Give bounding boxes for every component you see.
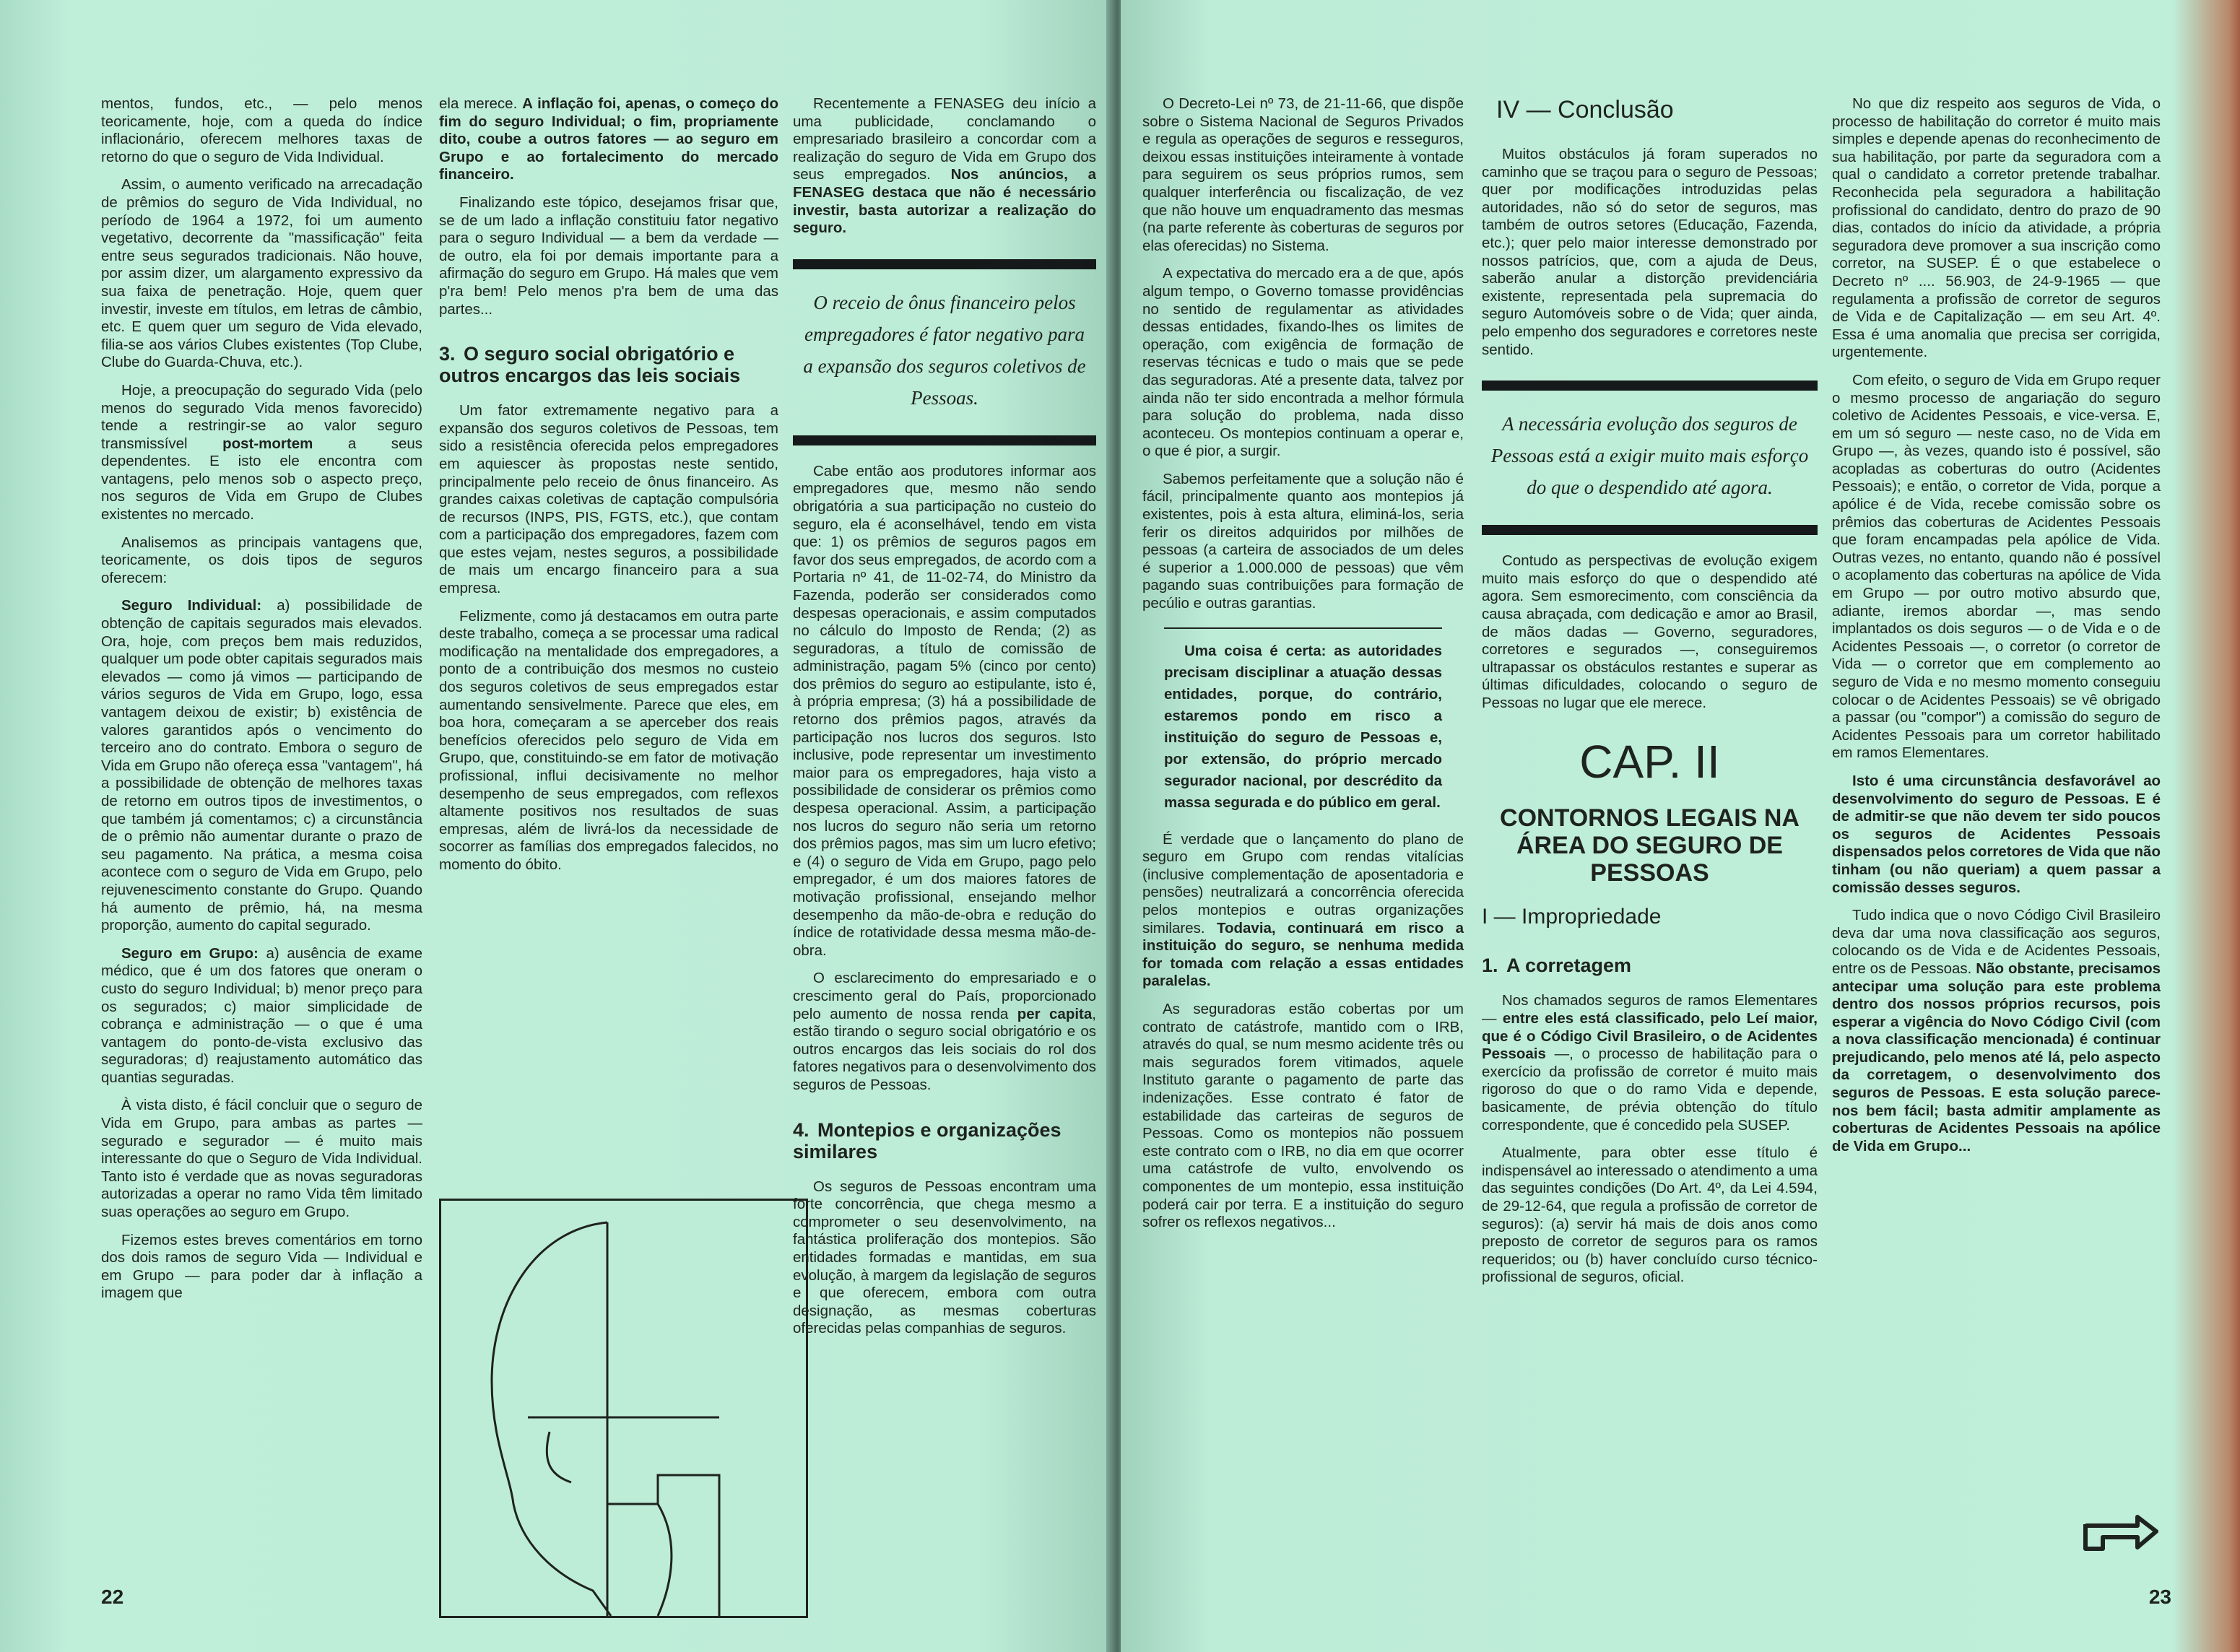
head-diagram-illustration	[439, 1199, 808, 1618]
paragraph	[793, 95, 1096, 238]
text: No que diz respeito aos seguros de Vida, o processo de habilitação do corretor é muito mais simples e depende apenas do reconhecimento de sua habilitação, por parte da seguradora com a qual o candidato a corretor pretende trabalhar. Reconhecida pela seguradora a habilitação profissional do candidato, dentro do prazo de 90 dias, contados do início da atividade, a própria seguradora deve promover a sua inscrição como corretor, na SUSEP. É o que estabelece o Decreto nº .... 56.903, de 24-9-1965 — que regulamenta a profissão de corretor de seguros de Vida e de Capitalização — em seu Art. 4º. Essa é uma anomalia que precisa ser corrigida, urgentemente.	[1832, 95, 2161, 361]
paragraph	[1142, 471, 1464, 613]
bold-text: Seguro em Grupo:	[121, 944, 259, 962]
left-column-1	[101, 95, 422, 1604]
text: O esclarecimento do empresariado e o crescimento geral do País, proporcionado pelo aumento de nossa renda	[793, 970, 1096, 1022]
section-heading-3	[439, 343, 778, 386]
bold-text: A inflação foi, apenas, o começo do fim do seguro Individual; o fim, propriamente dito, coube a outros fatores — ao seguro em Grupo e ao fortalecimento do mercado financeiro.	[439, 95, 778, 183]
text: Hoje, a preocupação do segurado Vida (pelo menos do segurado Vida menos favorecido) tende a restringir-se ao valor seguro transmissível	[101, 381, 422, 452]
text: Felizmente, como já destacamos em outra parte deste trabalho, começa a se processar uma radical modificação na mentalidade dos empregadores, a ponto de a contribuição dos mesmos no custeio dos seguros coletivos de seus empregados estar aumentando sensivelmente. Parece que eles, em boa hora, começaram a se aperceber dos reais benefícios oferecidos pelo seguro de Vida em Grupo, que, constituindo-se em fator de motivação profissional, influi decisivamente no melhor desempenho de seus empregados, com reflexos altamente positivos nos resultados de suas empresas, além de livrá-los da necessidade de socorrer as famílias dos empregados falecidos, no momento do óbito.	[439, 607, 778, 873]
text: Muitos obstáculos já foram superados no caminho que se traçou para o seguro de Pessoas; quer por modificações introduzidas pelas autoridades, não só do setor de seguros, mas também de outros setores (Educação, Fazenda, etc.); quer pelo maior interesse demonstrado por nossos patrícios, que, com a ajuda de Deus, saberão anular a distorção previdenciária existente, representada pela supremacia do seguro Automóveis sobre o de Vida; quer ainda, pelo empenho dos seguradores e corretores neste sentido.	[1482, 146, 1818, 358]
paragraph	[439, 402, 778, 598]
bold-text: per capita	[1017, 1005, 1093, 1022]
text: Assim, o aumento verificado na arrecadação de prêmios do seguro de Vida Individual, no período de 1964 a 1972, foi um aumento vegetativo, decorrente da "massificação" feita entre seus segurados tradicionais. Não houve, por assim dizer, um alargamento expressivo da sua faixa de penetração. Hoje, quem quer investir, investe em títulos, em letras de câmbio, etc. E quem quer um seguro de Vida elevado, filia-se aos vários Clubes existentes (Top Clube, Clube do Guarda-Chuva, etc.).	[101, 176, 422, 371]
paragraph	[101, 176, 422, 372]
text: a) possibilidade de obtenção de capitais segurados mais elevados. Ora, hoje, com preços bem mais reduzidos, qualquer um pode obter capitais segurados mais elevados — como já vimos — participando de vários seguros de Vida em Grupo, logo, essa vantagem deixou de existir; b) existência de valores garantidos após o vencimento do terceiro ano do contrato. Embora o seguro de Vida em Grupo não ofereça essa "vantagem", há a possibilidade de obtenção de melhores taxas de retorno em outros tipos de investimentos, o que também já comentamos; c) a circunstância de o prêmio não aumentar durante o prazo de seu pagamento. Na prática, a mesma coisa acontece com o seguro de Vida em Grupo, pelo rejuvenescimento constante do Grupo. Quando há aumento de prêmio, há, na mesma proporção, aumento do capital segurado.	[101, 597, 422, 934]
right-column-3	[1832, 95, 2161, 1583]
text: Um fator extremamente negativo para a expansão dos seguros coletivos de Pessoas, tem sido a resistência oferecida pelos empregadores em aquiescer às propostas neste sentido, principalmente pelo receio de ônus financeiro. As grandes caixas coletivas de captação compulsória de recursos (INPS, PIS, FGTS, etc.), que contam com a participação dos empregadores, fazem com que estes vejam, nestes seguros, a possibilidade de mais um encargo financeiro para a sua empresa.	[439, 402, 778, 597]
divider	[793, 435, 1096, 445]
section-heading-4	[793, 1119, 1096, 1162]
paragraph	[439, 95, 778, 184]
text: a seus dependentes. E isto ele encontra com vantagens, pelo menos sob o aspecto preço, nos seguros de Vida em Grupo de Clubes existentes no mercado.	[101, 435, 422, 523]
paragraph	[439, 194, 778, 318]
page-number-left: 22	[101, 1586, 124, 1608]
text: Contudo as perspectivas de evolução exigem muito mais esforço do que o despendido até agora. Sem esmorecimento, com consciência da causa abraçada, com dedicação e amor ao Brasil, de mãos dadas — Governo, seguradores, corretores e segurados —, conseguiremos ultrapassar os obstáculos restantes e superar as últimas dificuldades, colocando o seguro de Pessoas no lugar que ele merece.	[1482, 552, 1818, 711]
paragraph	[1482, 146, 1818, 359]
paragraph	[793, 970, 1096, 1094]
paragraph	[101, 1097, 422, 1221]
left-column-2-body	[439, 402, 778, 874]
paragraph	[101, 95, 422, 166]
right-column-2	[1482, 95, 1818, 1626]
text: É verdade que o lançamento do plano de seguro em Grupo com rendas vitalícias (inclusive complementação de aposentadoria e pensões) neutralizará a concorrência oferecida pelos montepios e outras organizações similares.	[1142, 830, 1464, 936]
paragraph	[1832, 773, 2161, 897]
paragraph	[1482, 1144, 1818, 1287]
paragraph	[1832, 372, 2161, 762]
bold-text: Seguro Individual:	[121, 597, 262, 614]
text: Analisemos as principais vantagens que, teoricamente, os dois tipos de seguros oferecem:	[101, 534, 422, 586]
pull-quote: A necessária evolução dos seguros de Pessoas está a exigir muito mais esforço do que o despendido até agora.	[1490, 413, 1809, 499]
chapter-title: CONTORNOS LEGAIS NA ÁREA DO SEGURO DE PESSOAS	[1500, 804, 1800, 887]
text: A expectativa do mercado era a de que, após algum tempo, o Governo tomasse providências no sentido de regulamentar as atividades dessas entidades, fixando-lhes os limites de operação, com exigência de formação de reservas técnicas e tudo o mais que se pede das seguradoras. Até a presente data, talvez por ainda não ter sido encontrada a melhor fórmula para solução do problema, nada disso aconteceu. Os montepios continuam a operar e, o que é pior, a surgir.	[1142, 265, 1464, 460]
text: Com efeito, o seguro de Vida em Grupo requer o mesmo processo de angariação do seguro coletivo de Acidentes Pessoais, e vice-versa. E, em um só seguro — neste caso, no de Vida em Grupo —, às vezes, quando isto é possível, são acopladas as coberturas do outro (Acidentes Pessoais); e então, o corretor de Vida, porque a apólice é de Vida, recebe comissão sobre os prêmios das coberturas de Acidentes Pessoais que foram encampadas pela apólice de Vida. Outras vezes, no entanto, quando não é possível o acoplamento das coberturas na apólice de Vida em Grupo — por outro motivo absurdo que, adiante, iremos abordar —, mas sendo implantados os dois seguros — o de Vida e o de Acidentes Pessoais —, o corretor (o corretor de Vida — o corretor que em complemento ao seguro de Vida e no mesmo momento conseguiu colocar o de Acidentes Pessoais) se vê obrigado a passar (ou "compor") a comissão do seguro de Acidentes Pessoais para um corretor habilitado em ramos Elementares.	[1832, 371, 2161, 762]
text: Sabemos perfeitamente que a solução não é fácil, principalmente quanto aos montepios já existentes, pois à esta altura, eliminá-los, seria ferir os direitos adquiridos por milhões de pessoas (a carteira de associados de um deles é superior a 1.000.000 de pessoas) que vêm pagando suas contribuições para formação de pecúlio e outras garantias.	[1142, 470, 1464, 612]
section-number: 1.	[1482, 955, 1498, 977]
left-column-3	[793, 95, 1096, 1612]
divider	[1482, 525, 1818, 535]
right-column-1	[1142, 95, 1464, 1612]
paragraph	[1142, 1001, 1464, 1232]
boxed-paragraph	[1164, 627, 1442, 814]
paragraph	[793, 1178, 1096, 1338]
chapter-label: CAP. II	[1579, 736, 1720, 788]
continue-arrow-icon	[2081, 1514, 2161, 1558]
right-column-2-bottom	[1482, 992, 1818, 1287]
bold-text: post-mortem	[222, 435, 313, 452]
pull-quote: O receio de ônus financeiro pelos empregadores é fator negativo para a expansão dos seguros coletivos de Pessoas.	[803, 291, 1086, 409]
text: Tudo indica que o novo Código Civil Brasileiro deva dar uma nova classificação aos seguros, colocando os de Vida e de Acidentes Pessoais, entre os de Pessoas.	[1832, 907, 2161, 977]
text: Finalizando este tópico, desejamos frisar que, se de um lado a inflação constituiu fator negativo para o seguro Individual — a bem da verdade — de outro, ela foi por demais importante para a afirmação do seguro em Grupo. Há males que vem p'ra bem! Pelo menos p'ra bem de uma das partes...	[439, 194, 778, 318]
paragraph	[101, 382, 422, 524]
right-page	[1121, 0, 2240, 1652]
paragraph	[1482, 552, 1818, 712]
bold-text: Nos anúncios, a FENASEG destaca que não é necessário investir, basta autorizar a realização do seguro.	[793, 166, 1096, 237]
section-title: A corretagem	[1506, 955, 1632, 977]
bold-text: entre eles está classificado, pelo Leí maior, que é o Código Civil Brasileiro, o de Acidentes Pessoais	[1482, 1010, 1818, 1063]
paragraph	[1832, 907, 2161, 1155]
head-outline-icon	[441, 1201, 806, 1616]
section-number: 4.	[793, 1118, 809, 1141]
paragraph	[793, 463, 1096, 960]
right-column-2-top	[1482, 146, 1818, 359]
text: Atualmente, para obter esse título é indispensável ao interessado o atendimento a uma das seguintes condições (Do Art. 4º, da Lei 4.594, de 29-12-64, que regula a profissão de corretor de seguros): (a) servir há mais de dois anos como preposto de corretor de seguros para os ramos requeridos; ou (b) haver concluído curso técnico-profissional de seguros, oficial.	[1482, 1144, 1818, 1286]
paragraph	[1142, 95, 1464, 255]
bold-text: Não obstante, precisamos antecipar uma solução para este problema dentro dos nossos próprios recursos, pois esperar a vigência do Novo Código Civil (com a nova classificação mencionada) é continuar prejudicando, pelo menos até lá, pelo aspecto da corretagem, o desenvolvimento dos seguros de Pessoas. E esta solução parece-nos bem fácil; basta admitir amplamente as coberturas de Acidentes Pessoais na apólice de Vida em Grupo...	[1832, 960, 2161, 1155]
left-column-2-top	[439, 95, 778, 318]
section-title: O seguro social obrigatório e outros encargos das leis sociais	[439, 343, 741, 387]
text: , estão tirando o seguro social obrigatório e os outros encargos das leis sociais do rol dos fatores negativos para o desenvolvimento dos seguros de Pessoas.	[793, 1005, 1096, 1093]
text: As seguradoras estão cobertas por um contrato de catástrofe, mantido com o IRB, através do qual, se num mesmo acidente três ou mais segurados forem vitimados, aquele Instituto garante o pagamento de parte das indenizações. Esse contrato é fator de estabilidade das carteiras de seguros de Pessoas. Como os montepios não possuem este contrato com o IRB, no dia em que ocorrer uma catástrofe de vulto, envolvendo os componentes de um montepio, essa instituição poderá cair por terra. E a instituição do seguro sofrer os reflexos negativos...	[1142, 1000, 1464, 1231]
conclusion-heading: IV — Conclusão	[1496, 96, 1674, 123]
paragraph	[101, 945, 422, 1087]
bold-text: Isto é uma circunstância desfavorável ao desenvolvimento do seguro de Pessoas. E é de admitir-se que não devem ter sido poucos os seguros de Acidentes Pessoais dispensados pelos corretores de Vida que não tinham (ou não queriam) a quem passar a comissão desses seguros.	[1832, 772, 2161, 896]
left-column-3-body	[793, 463, 1096, 1095]
paragraph	[101, 534, 422, 588]
bold-text: Uma coisa é certa: as autoridades precisam disciplinar a atuação dessas entidades, porque, do contrário, estaremos pondo em risco a instituição do seguro de Pessoas e, por extensão, do próprio mercado segurador nacional, por descrédito da massa segurada e do público em geral.	[1164, 642, 1442, 811]
right-column-2-middle	[1482, 552, 1818, 712]
text: ela merece.	[439, 95, 523, 112]
left-column-3-bottom	[793, 1178, 1096, 1338]
section-heading-1	[1482, 955, 1818, 976]
paragraph	[1482, 992, 1818, 1134]
bold-text: Todavia, continuará em risco a instituição do seguro, se nenhuma medida for tomada com relação a essas entidades paralelas.	[1142, 919, 1464, 990]
paragraph	[1142, 831, 1464, 991]
paragraph	[101, 1232, 422, 1303]
text: a) ausência de exame médico, que é um dos fatores que oneram o custo do seguro Individual; b) menor preço para os segurados; c) maior simplicidade de cobrança e administração — o que é uma vantagem do ponto-de-vista exclusivo das seguradoras; d) reajustamento automático das quantias seguradas.	[101, 944, 422, 1086]
text: À vista disto, é fácil concluir que o seguro de Vida em Grupo, para ambas as partes — segurado e segurador — é muito mais interessante do que o Seguro de Vida Individual. Tanto isto é verdade que as novas seguradoras autorizadas a operar no ramo Vida têm limitado suas operações ao seguro em Grupo.	[101, 1097, 422, 1221]
paragraph	[1832, 95, 2161, 362]
left-column-3-top	[793, 95, 1096, 238]
divider	[1482, 381, 1818, 391]
text: Os seguros de Pessoas encontram uma forte concorrência, que chega mesmo a comprometer o seu desenvolvimento, na fantástica proliferação dos montepios. São entidades formadas e mantidas, em sua evolução, à margem da legislação de seguros e que oferecem, embora com outra designação, as mesmas coberturas oferecidas pelas companhias de seguros.	[793, 1178, 1096, 1337]
subsection-title: I — Impropriedade	[1482, 905, 1662, 929]
paragraph	[1142, 265, 1464, 461]
text: Nos chamados seguros de ramos Elementares —	[1482, 992, 1818, 1027]
paragraph	[439, 608, 778, 874]
left-page	[0, 0, 1114, 1652]
text: —, o processo de habilitação para o exercício da profissão de corretor é muito mais rigoroso do que o do ramo Vida e depende, basicamente, de prévia obtenção do título correspondente, que é concedido pela SUSEP.	[1482, 1045, 1818, 1134]
text: Cabe então aos produtores informar aos empregadores que, mesmo não sendo obrigatória a sua participação no custeio do seguro, ela é aconselhável, tendo em vista que: 1) os prêmios de seguros pagos em favor dos seus empregados, de acordo com a Portaria nº 41, de 11-02-74, do Ministro da Fazenda, poderão ser considerados como despesas operacionais, e assim computados no cálculo do Imposto de Renda; (2) as seguradoras, a título de comissão de administração, pagam 5% (cinco por cento) dos prêmios do seguro ao estipulante, isto é, à própria empresa; (3) há a possibilidade de retorno dos prêmios pagos, através da participação nos lucros dos seguros. Isto inclusive, pode representar um investimento maior para os empregadores, haja visto a possibilidade de considerar os prêmios como despesa operacional. Assim, a participação nos lucros do seguro não seria um retorno dos prêmios pagos, mas sim um lucro efetivo; e (4) o seguro de Vida em Grupo, pago pelo empregador, é um dos maiores fatores de motivação profissional, ensejando melhor desempenho da mão-de-obra e redução do índice de rotatividade dessa mesma mão-de-obra.	[793, 462, 1096, 959]
left-column-2	[439, 95, 778, 1193]
paragraph	[101, 597, 422, 934]
divider	[793, 259, 1096, 269]
section-title: Montepios e organizações similares	[793, 1118, 1062, 1162]
text: Fizemos estes breves comentários em torno dos dois ramos de seguro Vida — Individual e em Grupo — para poder dar à inflação a imagem que	[101, 1231, 422, 1302]
section-number: 3.	[439, 343, 456, 365]
text: O Decreto-Lei nº 73, de 21-11-66, que dispõe sobre o Sistema Nacional de Seguros Privados e regula as operações de seguros e resseguros, deixou essas instituições inteiramente à vontade para seguirem os seus próprios rumos, sem qualquer interferência ou fiscalização, de vez que não houve um enquadramento das mesmas (na parte referente às coberturas de seguros por elas oferecidas) no Sistema.	[1142, 95, 1464, 254]
page-number-right: 23	[2148, 1586, 2171, 1608]
text: Recentemente a FENASEG deu início a uma publicidade, conclamando o empresariado brasileiro a concordar com a realização do seguro de Vida em Grupo dos seus empregados.	[793, 95, 1096, 183]
text: mentos, fundos, etc., — pelo menos teoricamente, hoje, com a queda do índice inflacionário, oferecem melhores taxas de retorno do que o seguro de Vida Individual.	[101, 95, 422, 165]
